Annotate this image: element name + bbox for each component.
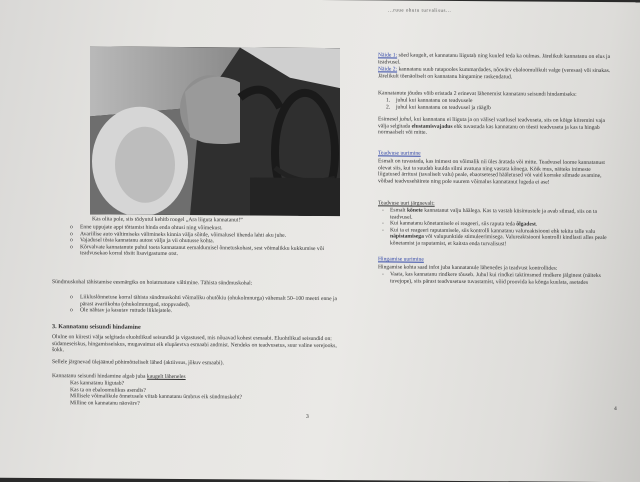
list-item: Milline on kannatanu näovärv? <box>70 400 140 407</box>
paragraph <box>378 52 614 67</box>
person-in-car-photo <box>90 46 340 216</box>
text-run: . <box>535 221 538 228</box>
text-run: Esimesel <box>378 116 400 123</box>
subheading-teadvus: Teadvuse uurimine <box>378 150 421 157</box>
paragraph: Esmalt on tuvastada, kas inimest on võimalik nii üles äratada või mitte. Teadvusel loome kannatanust olevat siis, kui ta suudab kuulda silmi avatuna ning vastata kõnega. Kõik mus, näiteks inimeste liigutused ärritusi (tavaliselt valu) peale, ebaotsetesed hääletused või vaid korrake silmade avamine, võibad teadvusehäirete ning pole suurem võimalus kannatanut lugeda ei ase! <box>378 158 605 186</box>
uuri-list <box>380 207 616 248</box>
text-run-underlined: kaugelt läheneles <box>146 373 186 381</box>
bullet-list-top <box>70 224 342 259</box>
text-run: Esmalt <box>390 207 407 214</box>
running-title: ...ruue ohutu turvalisus... <box>388 8 452 14</box>
example-label: Näide 2: <box>378 66 398 73</box>
section-heading: 3. Kannatanu seisundi hindamine <box>52 323 141 331</box>
list-item: Kas ta on ebaloomulikus asendis? <box>70 386 146 394</box>
text-run: sõed kaugelt, et kannatanu liigutab ning kuuled teda ka oulmas. Järelikult kannatanu on elus ja teadvusel. <box>378 52 611 66</box>
photo-graphic <box>90 46 340 216</box>
question-list <box>70 380 340 408</box>
bullet-list-mid <box>70 294 342 316</box>
text-run-bold: elustamisvajadus <box>411 123 453 130</box>
subheading-uuri: Teadvuse uuri järgnevalt: <box>378 200 435 207</box>
text-run: kannatanut valju häälega. Kas ta vastab küsimustele ja avab silmad, siis on ta teadvusel. <box>390 207 597 221</box>
paragraph: Sellele järgnevad ülejäänud pöhimõtteliselt lähed (aktiivsus, jõkuv esmaabi). <box>52 359 224 367</box>
list-item: o Ole nähtav ja kasutav ruttude liiklejatele. <box>70 307 342 315</box>
subheading-hingamine: Hingamise uurimine <box>378 256 424 263</box>
text-run: , kui kannatanu ei liiguta ja on välisel vaatlusel teadvuseta, siis on kõige kiiremini vaja välja selgitada <box>378 116 605 130</box>
text-run: Kui ta ei reageeri raputamisele, siis kontrolli kannatanu valureaktsiooni ehk tekita talle valu <box>390 227 596 235</box>
page-number-left: 3 <box>306 413 309 420</box>
text-run: kannatanu suub ratapooles kummardades, nõovärv ebaloomulikult valge (veresaa) või sinakas. Järelikult tõenäoliselt on kannatanu hingamine raskendatud. <box>378 66 611 80</box>
text-run: või valupunktide stimuleerimisega. Valureaktsiooni kontrolli kindlasti alles peale kõnetamist ja raputamist, et kaitsta enda turvalisust! <box>390 234 607 248</box>
list-item: - Vaata, kas kannatanu rindkere tõuseb. Juhul kui rindkei taktimsmed rindkere jälginest (näiteks tuvejope), siis pärast teadvusetuse tuvastamist, võid proovida ka kõnga kuulata, asetades <box>380 271 616 286</box>
page-number-right: 4 <box>614 406 617 413</box>
text-run-bold: kõnete <box>406 207 423 214</box>
list-item: Millisele võimalikule õnnetusele viitab kannatanu ümbrus eik sündmuskoht? <box>70 393 242 401</box>
list-item: 1. juhul kui kannatanu on teadvusele <box>386 97 612 105</box>
text-run: ehk tuvastada kas kannatanu on tõesti teadvuseta ja kas ta hingab normaalselt või mitte. <box>378 123 600 136</box>
text-run: Kui kannatanu kõnetamisele ei reageeri, siis raputa teda <box>390 220 517 228</box>
paragraph: Sündmuskohal tähistamise eesmärgiks on hoiatmatuste vältimine. Tähista sündmuskohal: <box>52 279 253 287</box>
list-item <box>380 227 616 248</box>
photo-caption: Kas olita pole, siis tõdyutul kehitb roogel „Ara liiguta kannatanut!” <box>92 216 243 224</box>
text-run-italic: juhul <box>399 116 412 123</box>
paragraph: Hingamise kohta saad infot juba kannatanule lähenedes ja teadvust kontrollides: <box>378 264 558 272</box>
numbered-list <box>386 97 612 112</box>
text-run: Kannatanu seisundi hindamine algab juba <box>52 373 147 380</box>
list-item: o Liikluslõnnetuse korral tähista sündmuskohti võimaliku ohutõkiu (ohukolmnurga) vähemalt 50–100 meetri enne ja pärast avariikohta (ohukolmnurgad, stoppvaded). <box>70 294 342 309</box>
paragraph <box>378 116 614 137</box>
paragraph <box>378 66 614 81</box>
list-item: 2. juhul kui kannatanu on teadvusel ja rääglb <box>386 104 612 112</box>
list-item: o Vajadusel tõsta kannatanu autost välja ja vii ohutusse kohta. <box>70 237 342 245</box>
example-label: Näide 1: <box>378 52 398 59</box>
paragraph: Kannatanute jõudes võib eristada 2 erinevat lähenemist kannatanu seisundi hindamiseks: <box>378 90 577 98</box>
hingamine-list <box>380 271 616 286</box>
list-item: Kas kannatanu liigutab? <box>70 380 125 387</box>
text-run-bold: näpistamisega <box>390 233 424 241</box>
text-run-bold: õlgadest <box>516 221 536 228</box>
list-item: o Avariilise auto vältimiseks välimineks kinnia välja sõitde, võimalusel ühenda lahti aku juhe. <box>70 231 342 239</box>
list-item: o Enne uppujate appi tõttamist hinda enda ohtusi ning võimekust. <box>70 224 342 232</box>
list-item: o Kõrvalvate kannatanute puhul toeta kannatanut eemaldumisel õnnetuskohast, sest võimalikku kukkumise või teadvusekao korral tõsiit lisavigastume otst. <box>70 244 342 259</box>
paragraph: Olulne on kiiresti välja selgitada eluohtlikud seisundid ja vigastused, mis nõuavad kohest esmaabi. Eluohtlikud seisundid on: südameseiskus, hingamisseiskus, mugavaimat eik elupäevtva esmaabi andmist. Nendeks on teadvusetus, suur valine verejooks, šokk. <box>52 334 337 354</box>
